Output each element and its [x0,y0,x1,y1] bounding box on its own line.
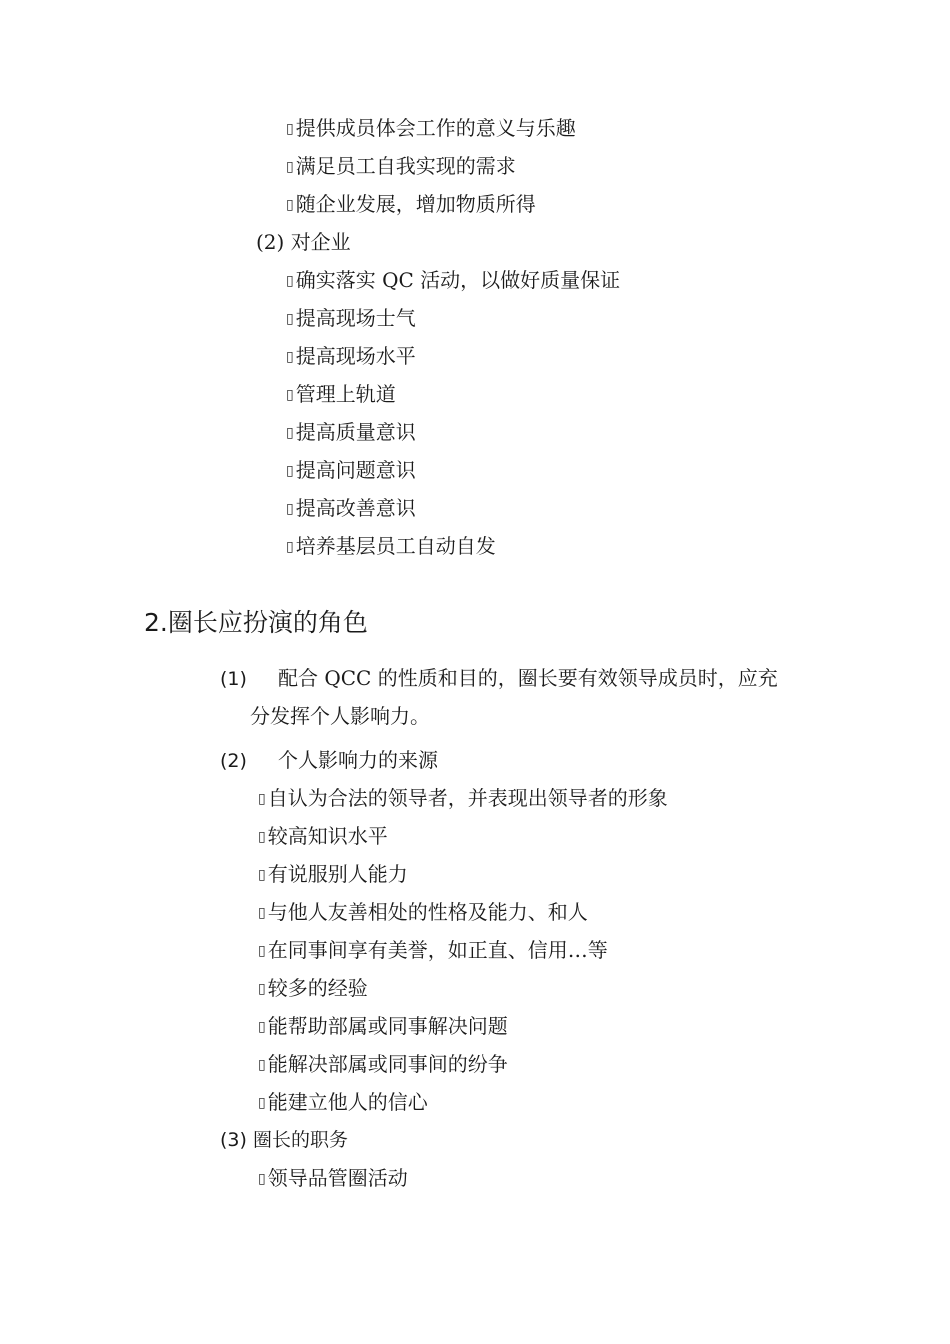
paragraph-2 [220,746,438,775]
paragraph-1-line-2: 分发挥个人影响力。 [250,704,430,728]
list-item: ▯ 有说服别人能力 [258,860,408,891]
paragraph-text: 配合 QCC 的性质和目的，圈长要有效领导成员时，应充 [278,666,778,690]
section-heading: 2.圈长应扮演的角色 [144,608,368,637]
paragraph-number: (1) [220,668,247,690]
paragraph-text: 个人影响力的来源 [278,748,438,772]
list-item: ▯ 与他人友善相处的性格及能力、和人 [258,898,588,929]
list-item: ▯ 提高现场士气 [286,304,416,335]
paragraph-number: (2) [220,750,247,772]
list-item: ▯ 在同事间享有美誉，如正直、信用…等 [258,936,608,967]
list-item: ▯ 领导品管圈活动 [258,1164,408,1195]
list-item: ▯ 随企业发展，增加物质所得 [286,190,536,221]
list-item: ▯ 能建立他人的信心 [258,1088,428,1119]
list-item: ▯ 提供成员体会工作的意义与乐趣 [286,114,576,145]
list-item: ▯ 培养基层员工自动自发 [286,532,496,563]
paragraph-3: (3) 圈长的职务 [220,1129,348,1151]
list-item: ▯ 较高知识水平 [258,822,388,853]
list-item: ▯ 较多的经验 [258,974,368,1005]
list-item: ▯ 提高改善意识 [286,494,416,525]
list-item: ▯ 提高问题意识 [286,456,416,487]
list-item: ▯ 确实落实 QC 活动，以做好质量保证 [286,266,620,297]
list-item: ▯ 管理上轨道 [286,380,396,411]
list-item: ▯ 提高质量意识 [286,418,416,449]
list-item: ▯ 能解决部属或同事间的纷争 [258,1050,508,1081]
sub-heading-enterprise: (2) 对企业 [256,230,351,254]
list-item: ▯ 自认为合法的领导者，并表现出领导者的形象 [258,784,668,815]
list-item: ▯ 能帮助部属或同事解决问题 [258,1012,508,1043]
list-item: ▯ 提高现场水平 [286,342,416,373]
paragraph-1-line-1 [220,664,778,693]
list-item: ▯ 满足员工自我实现的需求 [286,152,516,183]
